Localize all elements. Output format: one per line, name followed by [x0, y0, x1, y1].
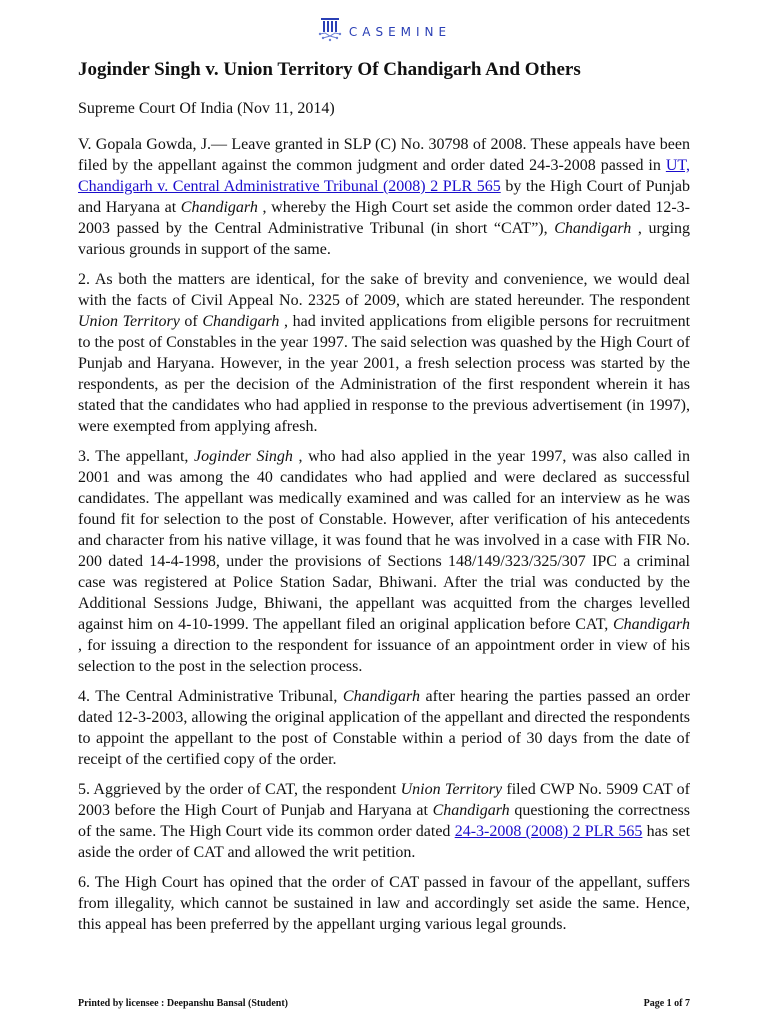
document-body: [78, 58, 690, 944]
page-footer: [78, 998, 690, 1009]
casemine-logo[interactable]: [0, 16, 768, 47]
citation-link-24-3-2008[interactable]: 24-3-2008 (2008) 2 PLR 565: [454, 823, 643, 840]
paragraph-1: V. Gopala Gowda, J.— Leave granted in SLP (C) No. 30798 of 2008. These appeals have been filed by the appellant against the common judgment and order dated 24-3-2008 passed in UT, Chandigarh v. Central Administrative Tribunal (2008) 2 PLR 565 by the High Court of Punjab and Haryana at Chandigarh , whereby the High Court set aside the common order dated 12-3-2003 passed by the Central Administrative Tribunal (in short “CAT”), Chandigarh , urging various grounds in support of the same.: [78, 136, 691, 258]
pillar-logo-icon: [317, 16, 343, 47]
paragraph-5: 5. Aggrieved by the order of CAT, the respondent Union Territory filed CWP No. 5909 CAT of 2003 before the High Court of Punjab and Haryana at Chandigarh questioning the correctness of the same. The High Court vide its common order dated 24-3-2008 (2008) 2 PLR 565 has set aside the order of CAT and allowed the writ petition.: [78, 781, 691, 861]
logo-text: CASEMINE: [348, 24, 452, 39]
paragraph-3: 3. The appellant, Joginder Singh , who had also applied in the year 1997, was also called in 2001 and was among the 40 candidates who had applied and were declared as successful candidates. The appellant was medically examined and was called for an interview as he was found fit for selection to the post of Constable. However, after verification of his antecedents and character from his native village, it was found that he was involved in a case with FIR No. 200 dated 14-4-1998, under the provisions of Sections 148/149/323/325/307 IPC a criminal case was registered at Police Station Sadar, Bhiwani. After the trial was conducted by the Additional Sessions Judge, Bhiwani, the appellant was acquitted from the charges levelled against him on 4-10-1999. The appellant filed an original application before CAT, Chandigarh , for issuing a direction to the respondent for issuance of an appointment order in view of his selection to the post in the selection process.: [78, 448, 690, 675]
citation-link-plr-565[interactable]: UT, Chandigarh v. Central Administrative Tribunal (2008) 2 PLR 565: [78, 157, 690, 195]
page-number: Page 1 of 7: [643, 998, 690, 1009]
paragraph-4: 4. The Central Administrative Tribunal, Chandigarh after hearing the parties passed an order dated 12-3-2003, allowing the original application of the appellant and directed the respondents to appoint the appellant to the post of Constable within a period of 30 days from the date of receipt of the certified copy of the order.: [78, 688, 690, 768]
case-title: Joginder Singh v. Union Territory Of Chandigarh And Others: [78, 59, 581, 80]
court-and-date: Supreme Court Of India (Nov 11, 2014): [78, 100, 335, 117]
paragraph-6: 6. The High Court has opined that the order of CAT passed in favour of the appellant, suffers from illegality, which cannot be sustained in law and accordingly set aside the same. Hence, this appeal has been preferred by the appellant urging various legal grounds.: [78, 874, 690, 933]
paragraph-2: 2. As both the matters are identical, for the sake of brevity and convenience, we would deal with the facts of Civil Appeal No. 2325 of 2009, which are stated hereunder. The respondent Union Territory of Chandigarh , had invited applications from eligible persons for recruitment to the post of Constables in the year 1997. The said selection was quashed by the High Court of Punjab and Haryana. However, in the year 2001, a fresh selection process was started by the respondents, as per the decision of the Administration of the first respondent wherein it has stated that the candidates who had applied in response to the previous advertisement (in 1997), were exempted from applying afresh.: [78, 271, 691, 435]
licensee-note: Printed by licensee : Deepanshu Bansal (Student): [78, 998, 289, 1009]
